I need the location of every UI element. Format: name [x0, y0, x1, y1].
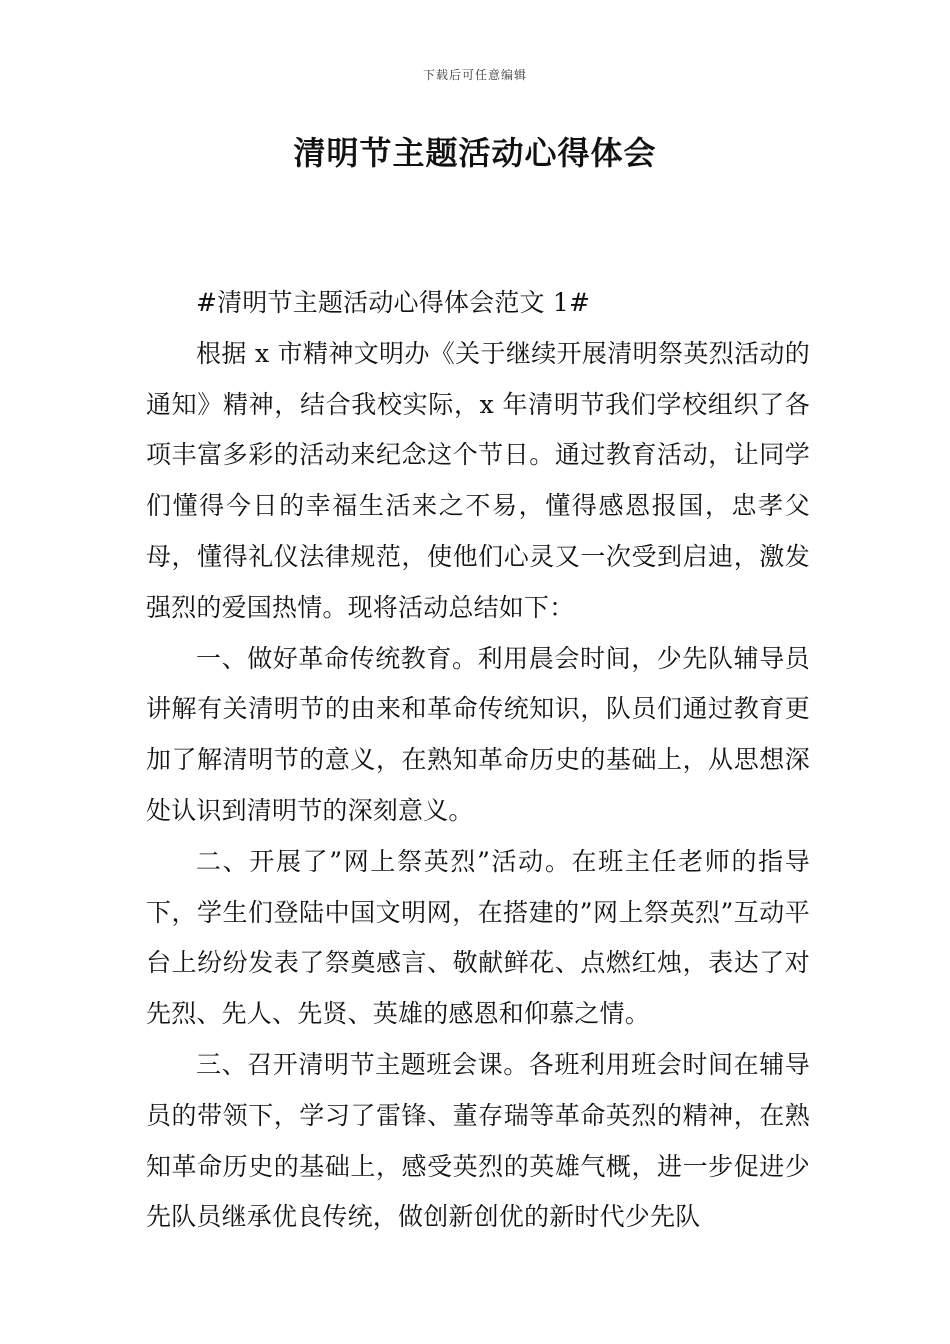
document-title: 清明节主题活动心得体会 [293, 134, 657, 172]
document-body [146, 278, 810, 1243]
paragraph-intro: 根据 x 市精神文明办《关于继续开展清明祭英烈活动的通知》精神，结合我校实际，x 年清明节我们学校组织了各项丰富多彩的活动来纪念这个节日。通过教育活动，让同学们懂得今日的幸福生活来之不易，懂得感恩报国，忠孝父母，懂得礼仪法律规范，使他们心灵又一次受到启迪，激发强烈的爱国热情。现将活动总结如下： [146, 338, 810, 622]
paragraph-item-3: 三、召开清明节主题班会课。各班利用班会时间在辅导员的带领下，学习了雷锋、董存瑞等革命英烈的精神，在熟知革命历史的基础上，感受英烈的英雄气概，进一步促进少先队员继承优良传统，做创新创优的新时代少先队 [146, 1049, 810, 1232]
section-heading: #清明节主题活动心得体会范文 1# [196, 288, 591, 317]
header-note: 下载后可任意编辑 [422, 68, 527, 82]
paragraph-item-1: 一、做好革命传统教育。利用晨会时间，少先队辅导员讲解有关清明节的由来和革命传统知识，队员们通过教育更加了解清明节的意义，在熟知革命历史的基础上，从思想深处认识到清明节的深刻意义。 [146, 643, 810, 825]
paragraph-item-2: 二、开展了”网上祭英烈”活动。在班主任老师的指导下，学生们登陆中国文明网，在搭建的”网上祭英烈”互动平台上纷纷发表了祭奠感言、敬献鲜花、点燃红烛，表达了对先烈、先人、先贤、英雄的感恩和仰慕之情。 [146, 846, 810, 1029]
